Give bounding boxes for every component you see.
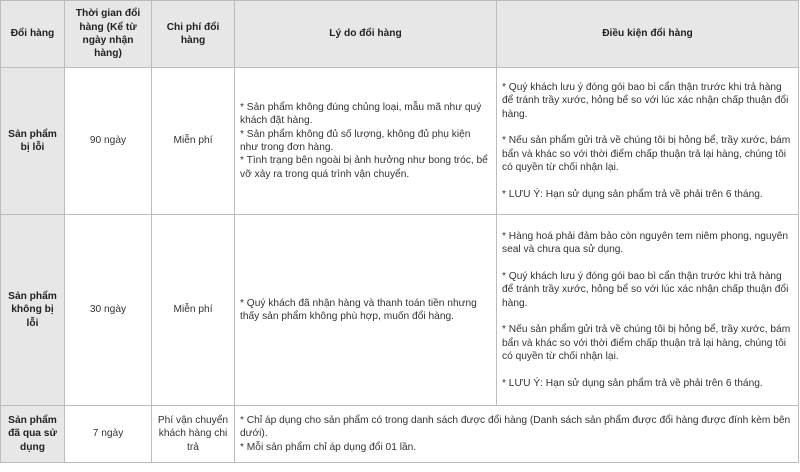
header-exchange-period: Thời gian đổi hàng (Kể từ ngày nhận hàng) xyxy=(65,1,152,68)
reason-line: * Tình trạng bên ngoài bị ảnh hưởng như bong tróc, bể vỡ xảy ra trong quá trình vận chuyển. xyxy=(240,155,488,180)
row-reason xyxy=(235,68,497,215)
header-exchange-cost: Chi phí đổi hàng xyxy=(152,1,235,68)
row-type-label: Sản phẩm đã qua sử dụng xyxy=(1,406,65,463)
row-cost: Miễn phí xyxy=(152,215,235,406)
row-period: 90 ngày xyxy=(65,68,152,215)
row-conditions xyxy=(497,68,799,215)
row-type-label: Sản phẩm bị lỗi xyxy=(1,68,65,215)
table-row xyxy=(1,215,799,406)
condition-item: * LƯU Ý: Hạn sử dụng sản phẩm trả về phải trên 6 tháng. xyxy=(502,378,763,389)
condition-item: * Nếu sản phẩm gửi trả về chúng tôi bị hỏng bể, trầy xước, bám bẩn và khác so với thời điểm chấp thuận trả lại hàng, chúng tôi có quyền từ chối nhận lại. xyxy=(502,135,791,174)
table-row xyxy=(1,68,799,215)
header-row xyxy=(1,1,799,68)
condition-item: * Quý khách lưu ý đóng gói bao bì cẩn thận trước khi trả hàng để tránh trầy xước, hỏng bể so với lúc xác nhận chấp thuận đổi hàng. xyxy=(502,81,789,120)
row-period: 30 ngày xyxy=(65,215,152,406)
row-period: 7 ngày xyxy=(65,406,152,463)
reason-line: * Chỉ áp dụng cho sản phẩm có trong danh sách được đổi hàng (Danh sách sản phẩm được đổi hàng được đính kèm bên dưới). xyxy=(240,414,791,440)
row-reason xyxy=(235,215,497,406)
header-exchange-type: Đổi hàng xyxy=(1,1,65,68)
row-type-label: Sản phẩm không bị lỗi xyxy=(1,215,65,406)
header-exchange-reason: Lý do đổi hàng xyxy=(235,1,497,68)
condition-item: * Hàng hoá phải đảm bảo còn nguyên tem niêm phong, nguyên seal và chưa qua sử dụng. xyxy=(502,230,789,255)
reason-line: * Sản phẩm không đúng chủng loại, mẫu mã như quý khách đặt hàng. xyxy=(240,101,482,127)
condition-item: * Quý khách lưu ý đóng gói bao bì cẩn thận trước khi trả hàng để tránh trầy xước, hỏng bể so với lúc xác nhận chấp thuận đổi hàng. xyxy=(502,270,789,309)
reason-line: * Quý khách đã nhận hàng và thanh toán tiền nhưng thấy sản phẩm không phù hợp, muốn đổi hàng. xyxy=(240,297,477,322)
header-exchange-conditions: Điều kiện đổi hàng xyxy=(497,1,799,68)
row-conditions xyxy=(497,215,799,406)
row-cost: Phí vận chuyển khách hàng chi trả xyxy=(152,406,235,463)
reason-line: * Sản phẩm không đủ số lượng, không đủ phụ kiện như trong đơn hàng. xyxy=(240,128,471,153)
reason-line: * Mỗi sản phẩm chỉ áp dụng đổi 01 lần. xyxy=(240,441,417,453)
table-row xyxy=(1,406,799,463)
condition-item: * Nếu sản phẩm gửi trả về chúng tôi bị hỏng bể, trầy xước, bám bẩn và khác so với thời điểm chấp thuận trả lại hàng, chúng tôi có quyền từ chối nhận lại. xyxy=(502,324,791,363)
condition-item: * LƯU Ý: Hạn sử dụng sản phẩm trả về phải trên 6 tháng. xyxy=(502,188,763,200)
row-reason-conditions xyxy=(235,406,799,463)
row-cost: Miễn phí xyxy=(152,68,235,215)
